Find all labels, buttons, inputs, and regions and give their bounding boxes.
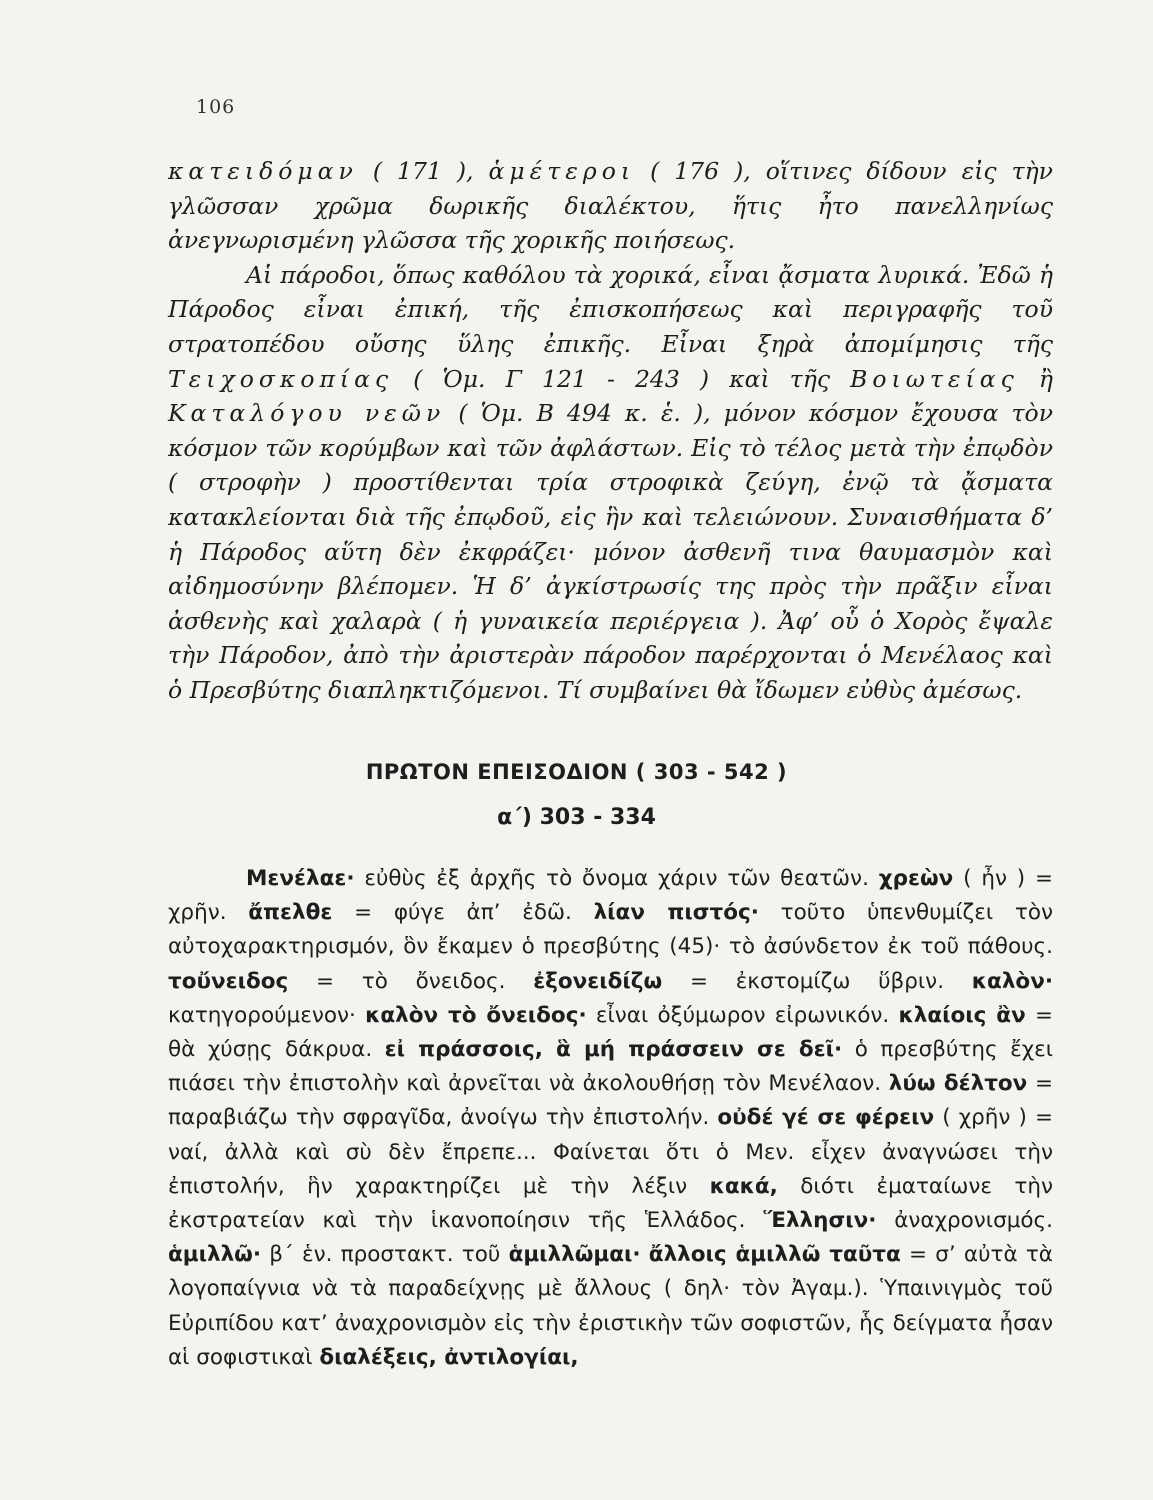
gloss: διότι ἐματαίωνε τὴν ἐκστρατείαν καὶ τὴν ἱκανοποίησιν τῆς Ἑλλάδος. xyxy=(168,1173,1053,1234)
gloss: εὐθὺς ἐξ ἀρχῆς τὸ ὄνομα χάριν τῶν θεατῶν. xyxy=(364,866,869,891)
lemma: Ἕλλησιν· xyxy=(763,1208,877,1234)
lemma: διαλέξεις, ἀντιλογίαι, xyxy=(319,1344,579,1370)
gloss: = θὰ χύσῃς δάκρυα. xyxy=(168,1002,1053,1063)
gloss: ἀναχρονισμός. xyxy=(894,1208,1053,1234)
commentary-text-italic xyxy=(168,154,1053,708)
spaced-term: Βοιωτείας xyxy=(850,364,1019,393)
lemma: εἰ πράσσοις, ἃ μή πράσσειν σε δεῖ· xyxy=(384,1037,843,1063)
gloss: = φύγε ἀπ’ ἐδῶ. xyxy=(354,900,572,926)
gloss: κατηγορούμενον· xyxy=(168,1002,356,1028)
line-ref: ( 176 ), xyxy=(650,157,751,185)
lemma: καλὸν τὸ ὄνειδος· xyxy=(365,1002,587,1028)
paragraph-text: ( Ὁμ. Β 494 κ. ἑ. ), μόνον κόσμον ἔχουσα τὸν κόσμον τῶν κορύμβων καὶ τῶν ἀφλάστων. Εἰς τὸ τέλος μετὰ τὴν ἐπῳδὸν ( στροφὴν ) προστίθενται τρία στροφικὰ ζεύγη, ἐνῷ τὰ ᾄσματα κατακλείονται διὰ τῆς ἐπῳδοῦ, εἰς ἣν καὶ τελειώνουν. Συναισθήματα δ’ ἡ Πάροδος αὕτη δὲν ἐκφράζει· μόνον ἀσθενῆ τινα θαυμασμὸν καὶ αἰδημοσύνην βλέπομεν. Ἡ δ’ ἀγκίστρωσίς της πρὸς τὴν πρᾶξιν εἶναι ἀσθενὴς καὶ χαλαρὰ ( ἡ γυναικεία περιέργεια ). Ἀφ’ οὗ ὁ Χορὸς ἔψαλε τὴν Πάροδον, ἀπὸ τὴν ἀριστερὰν πάροδον παρέρχονται ὁ Μενέλαος καὶ ὁ Πρεσβύτης διαπληκτιζόμενοι. Τί συμβαίνει θὰ ἴδωμεν εὐθὺς ἀμέσως. xyxy=(168,399,1053,704)
commentary-notes xyxy=(168,862,1053,1375)
notes-paragraph xyxy=(168,862,1053,1375)
lemma: κακά, xyxy=(709,1173,778,1199)
section-subtitle: α΄) 303 - 334 xyxy=(497,805,656,830)
paragraph-text: οἵτινες δίδουν εἰς τὴν γλῶσσαν χρῶμα δωρικῆς διαλέκτου, ἥτις ἦτο πανελληνίως ἀνεγνωρισμένη γλῶσσα τῆς χορικῆς ποιήσεως. xyxy=(168,157,1053,255)
gloss: = τὸ ὄνειδος. xyxy=(316,968,506,994)
gloss: ( χρῆν ) = ναί, ἀλλὰ καὶ σὺ δὲν ἔπρεπε... Φαίνεται ὅτι ὁ Μεν. εἶχεν ἀναγνώσει τὴν ἐπιστολήν, ἣν χαρακτηρίζει μὲ τὴν λέξιν xyxy=(168,1105,1053,1199)
paragraph-dialect xyxy=(168,154,1053,258)
line-ref: ( 171 ), xyxy=(372,157,474,185)
lemma: ἁμιλλῶ· xyxy=(168,1242,262,1268)
lemma: τοὔνειδος xyxy=(168,968,289,994)
lemma: Μενέλαε· xyxy=(246,866,355,891)
page-number: 106 xyxy=(196,96,236,118)
paragraph-text: ἢ xyxy=(1038,364,1053,393)
paragraph-text: Αἱ πάροδοι, ὅπως καθόλου τὰ χορικά, εἶναι ᾄσματα λυρικά. Ἐδῶ ἡ Πάροδος εἶναι ἐπική, τῆς ἐπισκοπήσεως καὶ περιγραφῆς τοῦ στρατοπέδου οὔσης ὕλης ἐπικῆς. Εἶναι ξηρὰ ἀπομίμησις τῆς xyxy=(168,260,1053,358)
lemma: λίαν πιστός· xyxy=(593,900,759,926)
spaced-term: Καταλόγου νεῶν xyxy=(168,399,446,428)
lemma: κλαίοις ἂν xyxy=(898,1002,1026,1028)
gloss: εἶναι ὀξύμωρον εἰρωνικόν. xyxy=(595,1002,890,1028)
gloss: = σ’ αὐτὰ τὰ λογοπαίγνια νὰ τὰ παραδείχνῃς μὲ ἄλλους ( δηλ· τὸν Ἀγαμ.). Ὑπαινιγμὸς τοῦ Εὐριπίδου κατ’ ἀναχρονισμὸν εἰς τὴν ἐριστικὴν τῶν σοφιστῶν, ἧς δείγματα ἦσαν αἱ σοφιστικαὶ xyxy=(168,1242,1053,1370)
spaced-term: κατειδόμαν xyxy=(168,157,358,185)
gloss: τοῦτο ὑπενθυμίζει τὸν αὐτοχαρακτηρισμόν, ὃν ἔκαμεν ὁ πρεσβύτης (45)· τὸ ἀσύνδετον ἐκ τοῦ πάθους. xyxy=(168,900,1053,960)
gloss: ὁ πρεσβύτης ἔχει πιάσει τὴν ἐπιστολὴν καὶ ἀρνεῖται νὰ ἀκολουθήσῃ τὸν Μενέλαον. xyxy=(168,1037,1054,1097)
lemma: ἄλλοις ἁμιλλῶ ταῦτα xyxy=(648,1242,901,1268)
lemma: ἁμιλλῶμαι· xyxy=(508,1242,641,1268)
gloss: ( ἦν ) = χρῆν. xyxy=(168,866,1054,926)
gloss: β΄ ἑν. προστακτ. τοῦ xyxy=(269,1242,501,1268)
lemma: λύω δέλτον xyxy=(888,1071,1028,1097)
lemma: οὐδέ γέ σε φέρειν xyxy=(717,1105,935,1131)
paragraph-text: ( Ὁμ. Γ 121 - 243 ) καὶ τῆς xyxy=(413,364,831,393)
lemma: ἄπελθε xyxy=(248,900,333,926)
gloss: = ἐκστομίζω ὕβριν. xyxy=(689,968,945,994)
section-title: ΠΡΩΤΟΝ ΕΠΕΙΣΟΔΙΟΝ ( 303 - 542 ) xyxy=(365,760,788,784)
spaced-term: Τειχοσκοπίας xyxy=(168,364,394,393)
gloss: = παραβιάζω τὴν σφραγῖδα, ἀνοίγω τὴν ἐπιστολήν. xyxy=(168,1071,1053,1131)
paragraph-parodos xyxy=(168,258,1053,708)
lemma: καλὸν· xyxy=(971,968,1054,994)
spaced-term: ἁμέτεροι xyxy=(488,157,636,185)
lemma: χρεὼν xyxy=(878,866,954,891)
lemma: ἐξονειδίζω xyxy=(533,968,663,994)
